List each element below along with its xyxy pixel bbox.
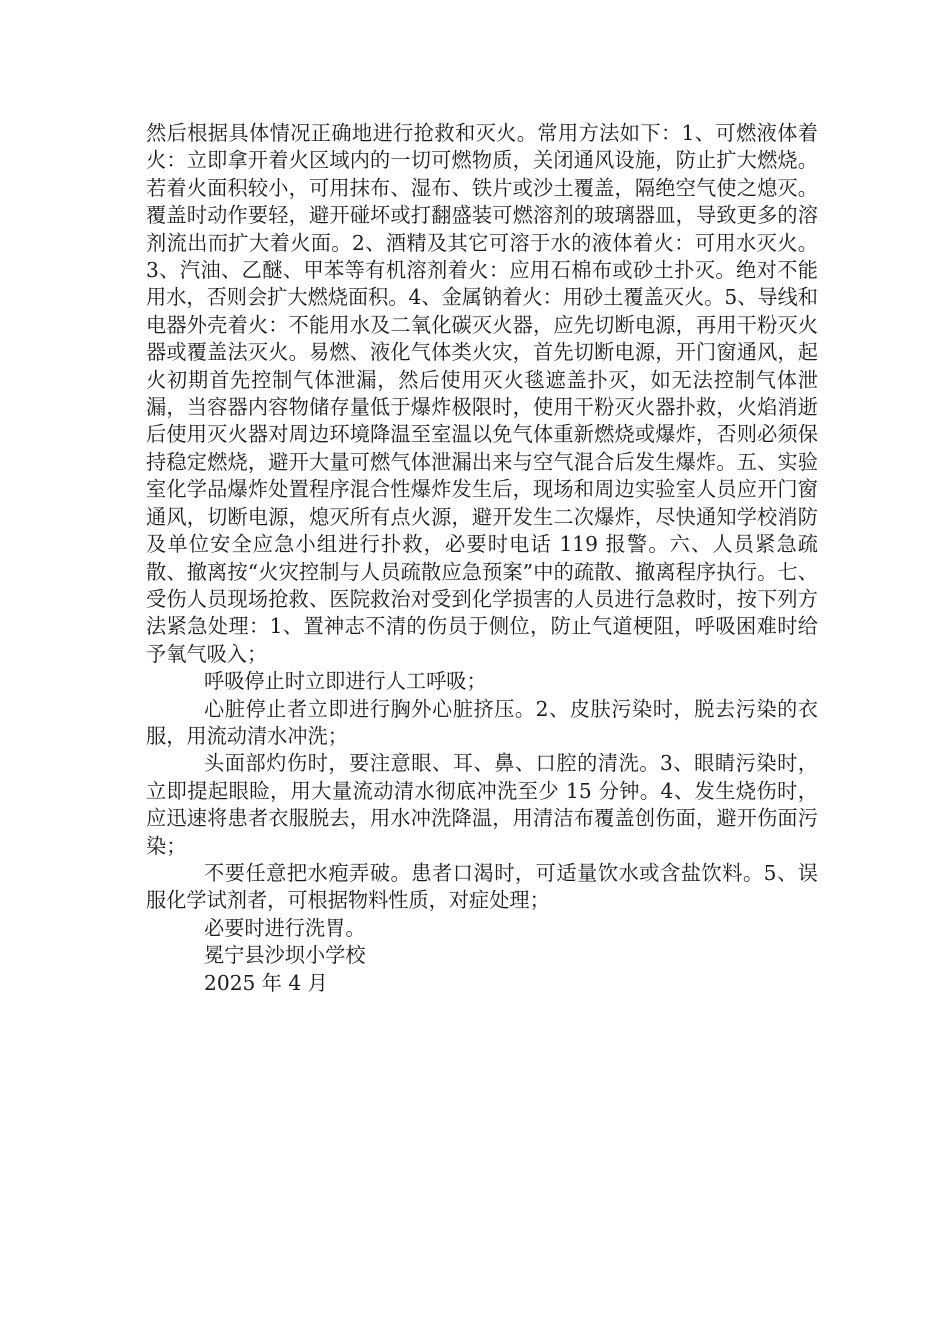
- paragraph-artificial-respiration: 呼吸停止时立即进行人工呼吸；: [204, 669, 487, 694]
- document-body: [146, 120, 818, 997]
- paragraph-fire-handling: 然后根据具体情况正确地进行抢救和灭火。常用方法如下：1、可燃液体着火：立即拿开着火区域内的一切可燃物质，关闭通风设施，防止扩大燃烧。若着火面积较小，可用抹布、湿布、铁片或沙土覆盖，隔绝空气使之熄灭。覆盖时动作要轻，避开碰坏或打翻盛装可燃溶剂的玻璃器皿，导致更多的溶剂流出而扩大着火面。2、酒精及其它可溶于水的液体着火：可用水灭火。3、汽油、乙醚、甲苯等有机溶剂着火：应用石棉布或砂土扑灭。绝对不能用水，否则会扩大燃烧面积。4、金属钠着火：用砂土覆盖灭火。5、导线和电器外壳着火：不能用水及二氧化碳灭火器，应先切断电源，再用干粉灭火器或覆盖法灭火。易燃、液化气体类火灾，首先切断电源，开门窗通风，起火初期首先控制气体泄漏，然后使用灭火毯遮盖扑灭，如无法控制气体泄漏，当容器内容物储存量低于爆炸极限时，使用干粉灭火器扑救，火焰消逝后使用灭火器对周边环境降温至室温以免气体重新燃烧或爆炸，否则必须保持稳定燃烧，避开大量可燃气体泄漏出来与空气混合后发生爆炸。五、实验室化学品爆炸处置程序混合性爆炸发生后，现场和周边实验室人员应开门窗通风，切断电源，熄灭所有点火源，避开发生二次爆炸，尽快通知学校消防及单位安全应急小组进行扑救，必要时电话 119 报警。六、人员紧急疏散、撤离按“火灾控制与人员疏散应急预案”中的疏散、撤离程序执行。七、受伤人员现场抢救、医院救治对受到化学损害的人员进行急救时，按下列方法紧急处理：1、置神志不清的伤员于侧位，防止气道梗阻，呼吸困难时给予氧气吸入；: [146, 121, 818, 666]
- paragraph-cardiac-compression: 心脏停止者立即进行胸外心脏挤压。2、皮肤污染时，脱去污染的衣服，用流动清水冲洗；: [146, 696, 818, 748]
- paragraph-gastric-lavage: 必要时进行洗胃。: [204, 915, 366, 940]
- paragraph-blisters: 不要任意把水疱弄破。患者口渴时，可适量饮水或含盐饮料。5、误服化学试剂者，可根据物料性质，对症处理；: [146, 860, 818, 913]
- paragraph-face-burns: 头面部灼伤时，要注意眼、耳、鼻、口腔的清洗。3、眼睛污染时，立即提起眼睑，用大量流动清水彻底冲洗至少 15 分钟。4、发生烧伤时，应迅速将患者衣服脱去，用水冲洗降温，用清洁布覆盖创伤面，避开伤面污染；: [146, 751, 818, 858]
- signature-date: 2025 年 4 月: [204, 970, 328, 995]
- signature-organization: 冕宁县沙坝小学校: [204, 943, 366, 968]
